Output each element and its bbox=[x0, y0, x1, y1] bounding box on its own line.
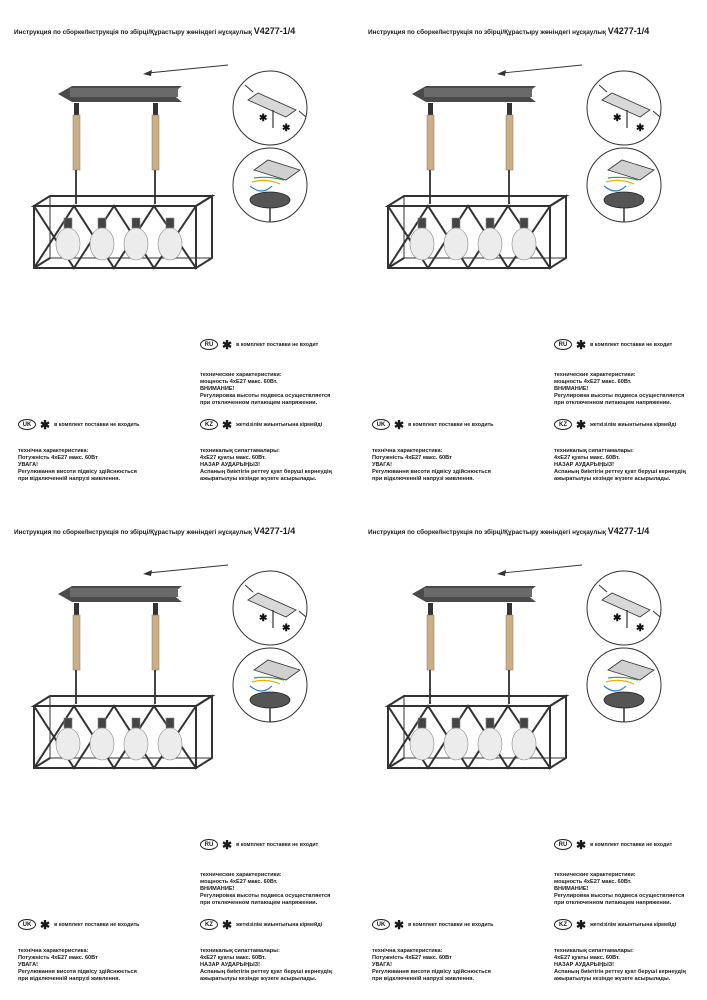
star-icon: ✱ bbox=[576, 837, 587, 852]
rope-cap-right bbox=[507, 103, 512, 115]
pointer-arrow bbox=[148, 65, 228, 73]
pointer-arrow bbox=[502, 65, 582, 73]
kz-power: 4хЕ27 қуаты макс. 60Вт. bbox=[200, 455, 266, 461]
kz-note-text: жеткізілім жиынтығына кірмейді bbox=[590, 421, 677, 428]
uk-warn: УВАГА! bbox=[18, 462, 39, 468]
plate-top bbox=[70, 588, 178, 597]
kz-adj2: ажыратылуы кезінде жүзеге асырылады. bbox=[554, 476, 671, 482]
title-text: Инструкция по сборке/Інструкція по збірці/Құрастыру жөніндегі нұсқаулық bbox=[14, 29, 252, 36]
star-icon: ✱ bbox=[40, 417, 51, 432]
kz-badge: KZ bbox=[554, 419, 572, 430]
uk-note-text: в комплект поставки не входить bbox=[408, 421, 494, 428]
canopy-cup bbox=[604, 692, 644, 708]
ru-warn: ВНИМАНИЕ! bbox=[200, 886, 235, 892]
plate-top bbox=[424, 88, 532, 97]
rope-left bbox=[427, 615, 434, 670]
bulbs bbox=[410, 218, 536, 260]
uk-specs bbox=[18, 948, 137, 983]
kz-warn: НАЗАР АУДАРЫҢЫЗ! bbox=[554, 462, 615, 468]
uk-specs bbox=[18, 448, 137, 483]
kz-power: 4хЕ27 қуаты макс. 60Вт. bbox=[200, 955, 266, 961]
uk-note bbox=[372, 919, 493, 930]
ru-note bbox=[200, 339, 318, 350]
instruction-sheet bbox=[354, 500, 707, 1000]
kz-note-text: жеткізілім жиынтығына кірмейді bbox=[236, 921, 323, 928]
ru-badge: RU bbox=[200, 339, 218, 350]
kz-power: 4хЕ27 қуаты макс. 60Вт. bbox=[554, 455, 620, 461]
ru-tech: технические характеристики: bbox=[554, 872, 636, 878]
kz-warn: НАЗАР АУДАРЫҢЫЗ! bbox=[200, 462, 261, 468]
kz-adj1: Аспаның биіктігін реттеу қуат беруші кернеудің bbox=[200, 969, 332, 975]
star-icon: ✱ bbox=[222, 417, 233, 432]
ru-specs bbox=[200, 372, 330, 407]
plate-top bbox=[70, 88, 178, 97]
star-icon: ✱ bbox=[222, 917, 233, 932]
ru-adj1: Регулировка высоты подвеса осуществляется bbox=[554, 393, 685, 399]
rope-cap-left bbox=[428, 603, 433, 615]
rope-right bbox=[152, 615, 159, 670]
kz-tech: техникалық сипаттамалары: bbox=[200, 948, 280, 954]
uk-tech: технічна характеристика: bbox=[372, 448, 443, 454]
uk-note-text: в комплект поставки не входить bbox=[408, 921, 494, 928]
arrow-head bbox=[497, 570, 506, 576]
rope-cap-left bbox=[74, 603, 79, 615]
rope-cap-right bbox=[507, 603, 512, 615]
uk-note bbox=[372, 419, 493, 430]
title-text: Инструкция по сборке/Інструкція по збірці/Құрастыру жөніндегі нұсқаулық bbox=[368, 529, 606, 536]
star-icon: ✱ bbox=[576, 417, 587, 432]
ru-badge: RU bbox=[200, 839, 218, 850]
arrow-head bbox=[143, 570, 152, 576]
uk-adj1: Регулювання висоти підвісу здійснюється bbox=[18, 969, 137, 975]
title-text: Инструкция по сборке/Інструкція по збірці/Құрастыру жөніндегі нұсқаулық bbox=[14, 529, 252, 536]
uk-adj2: при відключенній напрузі живлення. bbox=[18, 476, 121, 482]
chandelier-illustration bbox=[354, 500, 707, 800]
star-mark-2: ✱ bbox=[282, 123, 291, 134]
kz-note bbox=[554, 919, 676, 930]
ru-adj2: при отключенном питающем напряжении. bbox=[554, 900, 672, 906]
uk-badge: UK bbox=[18, 919, 36, 930]
ru-power: мощность 4хЕ27 макс. 60Вт. bbox=[200, 879, 278, 885]
bulbs bbox=[410, 718, 536, 760]
ru-warn: ВНИМАНИЕ! bbox=[554, 386, 589, 392]
uk-badge: UK bbox=[372, 919, 390, 930]
star-mark-2: ✱ bbox=[636, 623, 645, 634]
ru-note-text: в комплект поставки не входит bbox=[590, 341, 673, 348]
chandelier-illustration bbox=[0, 500, 353, 800]
uk-power: Потужність 4хЕ27 макс. 60Вт bbox=[372, 955, 452, 961]
ru-adj1: Регулировка высоты подвеса осуществляется bbox=[200, 893, 331, 899]
canopy-cup bbox=[604, 192, 644, 208]
pointer-arrow bbox=[148, 565, 228, 573]
ru-note bbox=[554, 839, 672, 850]
star-icon: ✱ bbox=[576, 337, 587, 352]
ru-warn: ВНИМАНИЕ! bbox=[200, 386, 235, 392]
chandelier-illustration bbox=[354, 0, 707, 300]
ru-power: мощность 4хЕ27 макс. 60Вт. bbox=[554, 379, 632, 385]
ru-power: мощность 4хЕ27 макс. 60Вт. bbox=[200, 379, 278, 385]
bulbs bbox=[56, 718, 182, 760]
ru-adj1: Регулировка высоты подвеса осуществляется bbox=[554, 893, 685, 899]
kz-adj2: ажыратылуы кезінде жүзеге асырылады. bbox=[554, 976, 671, 982]
ru-adj2: при отключенном питающем напряжении. bbox=[200, 400, 318, 406]
kz-specs bbox=[200, 448, 332, 483]
kz-note bbox=[200, 919, 322, 930]
star-icon: ✱ bbox=[576, 917, 587, 932]
ru-note-text: в комплект поставки не входит bbox=[590, 841, 673, 848]
rope-right bbox=[506, 615, 513, 670]
kz-power: 4хЕ27 қуаты макс. 60Вт. bbox=[554, 955, 620, 961]
kz-note bbox=[554, 419, 676, 430]
ru-specs bbox=[554, 872, 684, 907]
title-text: Инструкция по сборке/Інструкція по збірці/Құрастыру жөніндегі нұсқаулық bbox=[368, 29, 606, 36]
uk-warn: УВАГА! bbox=[372, 462, 393, 468]
uk-badge: UK bbox=[18, 419, 36, 430]
chandelier-illustration bbox=[0, 0, 353, 300]
uk-note-text: в комплект поставки не входить bbox=[54, 421, 140, 428]
ru-badge: RU bbox=[554, 839, 572, 850]
rope-cap-left bbox=[74, 103, 79, 115]
plate-top bbox=[424, 588, 532, 597]
kz-specs bbox=[554, 948, 686, 983]
model-number: V4277-1/4 bbox=[253, 26, 296, 36]
star-mark-2: ✱ bbox=[282, 623, 291, 634]
star-mark-1: ✱ bbox=[613, 113, 622, 124]
uk-adj1: Регулювання висоти підвісу здійснюється bbox=[372, 469, 491, 475]
uk-specs bbox=[372, 948, 491, 983]
rope-cap-left bbox=[428, 103, 433, 115]
kz-adj1: Аспаның биіктігін реттеу қуат беруші кернеудің bbox=[554, 469, 686, 475]
star-icon: ✱ bbox=[40, 917, 51, 932]
model-number: V4277-1/4 bbox=[607, 26, 650, 36]
ru-note-text: в комплект поставки не входит bbox=[236, 341, 319, 348]
kz-warn: НАЗАР АУДАРЫҢЫЗ! bbox=[554, 962, 615, 968]
rope-left bbox=[73, 615, 80, 670]
uk-note bbox=[18, 419, 139, 430]
ru-specs bbox=[200, 872, 330, 907]
uk-note bbox=[18, 919, 139, 930]
arrow-head bbox=[497, 70, 506, 76]
uk-warn: УВАГА! bbox=[372, 962, 393, 968]
uk-note-text: в комплект поставки не входить bbox=[54, 921, 140, 928]
uk-power: Потужність 4хЕ27 макс. 60Вт bbox=[18, 955, 98, 961]
rope-right bbox=[152, 115, 159, 170]
star-mark-1: ✱ bbox=[259, 613, 268, 624]
kz-adj1: Аспаның биіктігін реттеу қуат беруші кернеудің bbox=[200, 469, 332, 475]
uk-tech: технічна характеристика: bbox=[372, 948, 443, 954]
arrow-head bbox=[143, 70, 152, 76]
ru-adj2: при отключенном питающем напряжении. bbox=[554, 400, 672, 406]
kz-note bbox=[200, 419, 322, 430]
uk-adj2: при відключенній напрузі живлення. bbox=[372, 976, 475, 982]
kz-specs bbox=[554, 448, 686, 483]
ru-note bbox=[554, 339, 672, 350]
ru-warn: ВНИМАНИЕ! bbox=[554, 886, 589, 892]
star-icon: ✱ bbox=[394, 417, 405, 432]
kz-adj2: ажыратылуы кезінде жүзеге асырылады. bbox=[200, 976, 317, 982]
ru-adj2: при отключенном питающем напряжении. bbox=[200, 900, 318, 906]
uk-power: Потужність 4хЕ27 макс. 60Вт bbox=[372, 455, 452, 461]
rope-cap-right bbox=[153, 603, 158, 615]
star-icon: ✱ bbox=[394, 917, 405, 932]
ru-specs bbox=[554, 372, 684, 407]
star-icon: ✱ bbox=[222, 337, 233, 352]
uk-specs bbox=[372, 448, 491, 483]
kz-tech: техникалық сипаттамалары: bbox=[200, 448, 280, 454]
kz-specs bbox=[200, 948, 332, 983]
instruction-sheet bbox=[0, 0, 353, 500]
rope-left bbox=[73, 115, 80, 170]
star-mark-1: ✱ bbox=[613, 613, 622, 624]
uk-badge: UK bbox=[372, 419, 390, 430]
kz-badge: KZ bbox=[554, 919, 572, 930]
uk-tech: технічна характеристика: bbox=[18, 948, 89, 954]
ru-note-text: в комплект поставки не входит bbox=[236, 841, 319, 848]
ru-badge: RU bbox=[554, 339, 572, 350]
instruction-sheet bbox=[0, 500, 353, 1000]
ru-power: мощность 4хЕ27 макс. 60Вт. bbox=[554, 879, 632, 885]
kz-adj1: Аспаның биіктігін реттеу қуат беруші кернеудің bbox=[554, 969, 686, 975]
uk-adj1: Регулювання висоти підвісу здійснюється bbox=[372, 969, 491, 975]
uk-adj2: при відключенній напрузі живлення. bbox=[372, 476, 475, 482]
model-number: V4277-1/4 bbox=[607, 526, 650, 536]
canopy-cup bbox=[250, 192, 290, 208]
instruction-sheet bbox=[354, 0, 707, 500]
uk-adj1: Регулювання висоти підвісу здійснюється bbox=[18, 469, 137, 475]
ru-note bbox=[200, 839, 318, 850]
kz-badge: KZ bbox=[200, 919, 218, 930]
kz-tech: техникалық сипаттамалары: bbox=[554, 448, 634, 454]
ru-adj1: Регулировка высоты подвеса осуществляется bbox=[200, 393, 331, 399]
uk-adj2: при відключенній напрузі живлення. bbox=[18, 976, 121, 982]
kz-note-text: жеткізілім жиынтығына кірмейді bbox=[590, 921, 677, 928]
kz-note-text: жеткізілім жиынтығына кірмейді bbox=[236, 421, 323, 428]
canopy-cup bbox=[250, 692, 290, 708]
ru-tech: технические характеристики: bbox=[200, 872, 282, 878]
kz-adj2: ажыратылуы кезінде жүзеге асырылады. bbox=[200, 476, 317, 482]
pointer-arrow bbox=[502, 565, 582, 573]
ru-tech: технические характеристики: bbox=[200, 372, 282, 378]
ru-tech: технические характеристики: bbox=[554, 372, 636, 378]
rope-right bbox=[506, 115, 513, 170]
rope-cap-right bbox=[153, 103, 158, 115]
rope-left bbox=[427, 115, 434, 170]
uk-tech: технічна характеристика: bbox=[18, 448, 89, 454]
model-number: V4277-1/4 bbox=[253, 526, 296, 536]
uk-power: Потужність 4хЕ27 макс. 60Вт bbox=[18, 455, 98, 461]
kz-warn: НАЗАР АУДАРЫҢЫЗ! bbox=[200, 962, 261, 968]
star-icon: ✱ bbox=[222, 837, 233, 852]
kz-badge: KZ bbox=[200, 419, 218, 430]
kz-tech: техникалық сипаттамалары: bbox=[554, 948, 634, 954]
star-mark-1: ✱ bbox=[259, 113, 268, 124]
star-mark-2: ✱ bbox=[636, 123, 645, 134]
uk-warn: УВАГА! bbox=[18, 962, 39, 968]
bulbs bbox=[56, 218, 182, 260]
